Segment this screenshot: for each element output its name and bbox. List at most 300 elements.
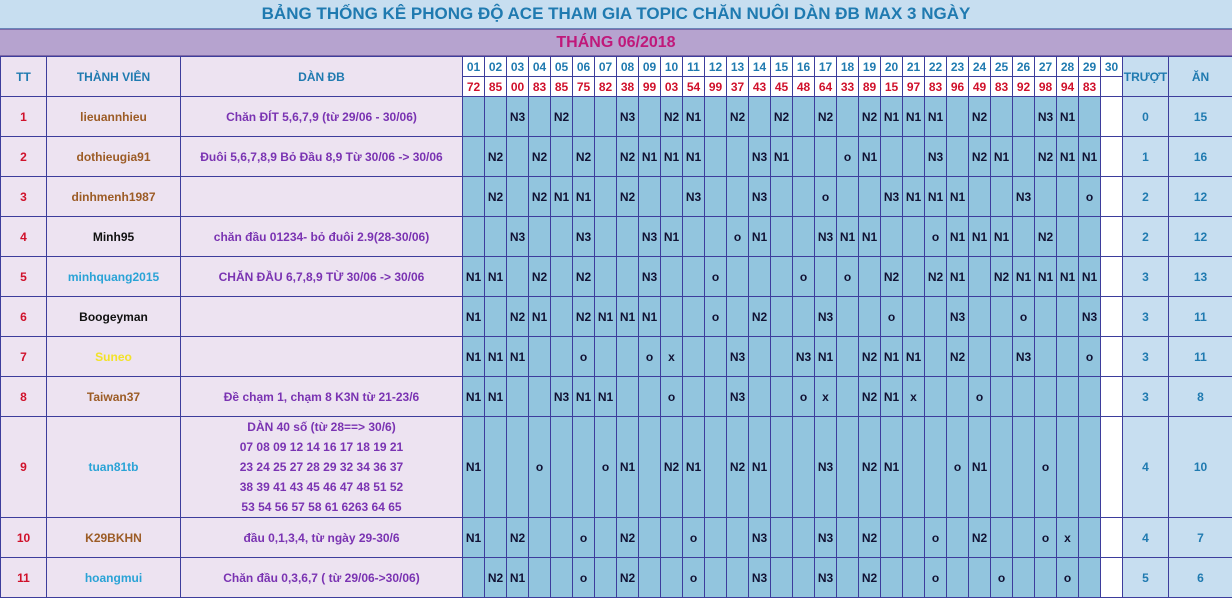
header-result-24: 49 xyxy=(969,77,991,97)
dan-description xyxy=(181,417,463,518)
day-mark-07: N1 xyxy=(595,297,617,337)
header-day-09: 09 xyxy=(639,57,661,77)
day-mark-17: N3 xyxy=(815,297,837,337)
header-day-18: 18 xyxy=(837,57,859,77)
day-mark-09: o xyxy=(639,337,661,377)
day-mark-11 xyxy=(683,377,705,417)
win-count: 12 xyxy=(1169,177,1232,217)
day-mark-20: N3 xyxy=(881,177,903,217)
day-mark-16 xyxy=(793,558,815,598)
day-mark-17: N1 xyxy=(815,337,837,377)
day-mark-25 xyxy=(991,518,1013,558)
day-mark-19 xyxy=(859,177,881,217)
header-day-26: 26 xyxy=(1013,57,1035,77)
day-mark-06 xyxy=(573,417,595,518)
day-mark-10 xyxy=(661,558,683,598)
day-mark-06: o xyxy=(573,558,595,598)
day-mark-28: x xyxy=(1057,518,1079,558)
day-mark-21 xyxy=(903,257,925,297)
day-mark-04: o xyxy=(529,417,551,518)
day-mark-14: N3 xyxy=(749,518,771,558)
member-name: Taiwan37 xyxy=(47,377,181,417)
row-index: 9 xyxy=(1,417,47,518)
table-row xyxy=(1,337,1232,377)
day-mark-13 xyxy=(727,257,749,297)
header-day-28: 28 xyxy=(1057,57,1079,77)
dan-line: chăn đầu 01234- bỏ đuôi 2.9(28-30/06) xyxy=(213,229,430,244)
day-mark-02 xyxy=(485,518,507,558)
miss-count: 5 xyxy=(1123,558,1169,598)
header-result-04: 83 xyxy=(529,77,551,97)
day-mark-20: N1 xyxy=(881,377,903,417)
day-mark-06: N1 xyxy=(573,377,595,417)
day-mark-15 xyxy=(771,417,793,518)
day-mark-24 xyxy=(969,297,991,337)
day-mark-06: N3 xyxy=(573,217,595,257)
dan-line: CHĂN ĐẦU 6,7,8,9 TỪ 30/06 -> 30/06 xyxy=(218,269,425,284)
day-mark-06: N2 xyxy=(573,137,595,177)
day-mark-30 xyxy=(1101,417,1123,518)
day-mark-29 xyxy=(1079,97,1101,137)
day-mark-06 xyxy=(573,97,595,137)
day-mark-18 xyxy=(837,518,859,558)
day-mark-07 xyxy=(595,257,617,297)
day-mark-07 xyxy=(595,337,617,377)
dan-line: 38 39 41 43 45 46 47 48 51 52 xyxy=(239,480,404,494)
day-mark-11 xyxy=(683,257,705,297)
day-mark-03 xyxy=(507,177,529,217)
day-mark-01 xyxy=(463,177,485,217)
header-result-18: 33 xyxy=(837,77,859,97)
day-mark-03: N2 xyxy=(507,297,529,337)
day-mark-21 xyxy=(903,217,925,257)
day-mark-12 xyxy=(705,177,727,217)
day-mark-16 xyxy=(793,417,815,518)
table-row xyxy=(1,177,1232,217)
day-mark-11: N1 xyxy=(683,137,705,177)
day-mark-24: N1 xyxy=(969,417,991,518)
header-dan: DÀN ĐB xyxy=(181,57,463,97)
day-mark-25 xyxy=(991,337,1013,377)
day-mark-18: N1 xyxy=(837,217,859,257)
day-mark-08 xyxy=(617,257,639,297)
day-mark-22: N1 xyxy=(925,177,947,217)
day-mark-26 xyxy=(1013,417,1035,518)
member-name: dinhmenh1987 xyxy=(47,177,181,217)
day-mark-07: N1 xyxy=(595,377,617,417)
member-name: minhquang2015 xyxy=(47,257,181,297)
day-mark-05 xyxy=(551,217,573,257)
member-name: Minh95 xyxy=(47,217,181,257)
table-row xyxy=(1,377,1232,417)
table-row xyxy=(1,137,1232,177)
day-mark-08: N1 xyxy=(617,297,639,337)
table-row xyxy=(1,417,1232,518)
day-mark-23 xyxy=(947,518,969,558)
day-mark-17: N3 xyxy=(815,518,837,558)
day-mark-29 xyxy=(1079,377,1101,417)
day-mark-05 xyxy=(551,337,573,377)
header-result-27: 98 xyxy=(1035,77,1057,97)
header-result-19: 89 xyxy=(859,77,881,97)
day-mark-29 xyxy=(1079,217,1101,257)
day-mark-20 xyxy=(881,558,903,598)
member-name: hoangmui xyxy=(47,558,181,598)
day-mark-20: N1 xyxy=(881,97,903,137)
day-mark-15 xyxy=(771,337,793,377)
day-mark-22: N2 xyxy=(925,257,947,297)
day-mark-28: o xyxy=(1057,558,1079,598)
day-mark-19: N1 xyxy=(859,137,881,177)
day-mark-20: N1 xyxy=(881,417,903,518)
day-mark-03 xyxy=(507,137,529,177)
member-name: dothieugia91 xyxy=(47,137,181,177)
day-mark-13: N2 xyxy=(727,97,749,137)
member-name: K29BKHN xyxy=(47,518,181,558)
day-mark-23: N1 xyxy=(947,257,969,297)
day-mark-05 xyxy=(551,417,573,518)
row-index: 5 xyxy=(1,257,47,297)
win-count: 15 xyxy=(1169,97,1232,137)
dan-description xyxy=(181,217,463,257)
header-result-29: 83 xyxy=(1079,77,1101,97)
header-day-05: 05 xyxy=(551,57,573,77)
day-mark-24: N1 xyxy=(969,217,991,257)
day-mark-07: o xyxy=(595,417,617,518)
row-index: 6 xyxy=(1,297,47,337)
day-mark-16 xyxy=(793,217,815,257)
header-day-21: 21 xyxy=(903,57,925,77)
day-mark-14: N1 xyxy=(749,217,771,257)
day-mark-27 xyxy=(1035,297,1057,337)
day-mark-22 xyxy=(925,377,947,417)
day-mark-13: N2 xyxy=(727,417,749,518)
day-mark-30 xyxy=(1101,377,1123,417)
header-day-13: 13 xyxy=(727,57,749,77)
header-result-22: 83 xyxy=(925,77,947,97)
win-count: 10 xyxy=(1169,417,1232,518)
day-mark-29: N1 xyxy=(1079,137,1101,177)
day-mark-01: N1 xyxy=(463,257,485,297)
sheet-title: BẢNG THỐNG KÊ PHONG ĐỘ ACE THAM GIA TOPIC CHĂN NUÔI DÀN ĐB MAX 3 NGÀY xyxy=(0,0,1232,29)
header-miss: TRƯỢT xyxy=(1123,57,1169,97)
day-mark-21: N1 xyxy=(903,97,925,137)
day-mark-14 xyxy=(749,337,771,377)
miss-count: 0 xyxy=(1123,97,1169,137)
day-mark-19: N2 xyxy=(859,97,881,137)
dan-line: 53 54 56 57 58 61 6263 64 65 xyxy=(241,500,402,514)
miss-count: 1 xyxy=(1123,137,1169,177)
day-mark-20: N2 xyxy=(881,257,903,297)
day-mark-24 xyxy=(969,177,991,217)
day-mark-14 xyxy=(749,97,771,137)
day-mark-10: N1 xyxy=(661,137,683,177)
header-result-06: 75 xyxy=(573,77,595,97)
dan-line: Đề chạm 1, chạm 8 K3N từ 21-23/6 xyxy=(223,389,420,404)
day-mark-25 xyxy=(991,417,1013,518)
header-result-30 xyxy=(1101,77,1123,97)
day-mark-10: N1 xyxy=(661,217,683,257)
day-mark-02: N1 xyxy=(485,337,507,377)
day-mark-15 xyxy=(771,518,793,558)
day-mark-12 xyxy=(705,217,727,257)
header-result-25: 83 xyxy=(991,77,1013,97)
day-mark-12: o xyxy=(705,257,727,297)
day-mark-18 xyxy=(837,97,859,137)
day-mark-22 xyxy=(925,417,947,518)
day-mark-01: N1 xyxy=(463,518,485,558)
day-mark-03 xyxy=(507,257,529,297)
day-mark-25 xyxy=(991,297,1013,337)
day-mark-07 xyxy=(595,558,617,598)
day-mark-30 xyxy=(1101,337,1123,377)
day-mark-26: N1 xyxy=(1013,257,1035,297)
day-mark-12: o xyxy=(705,297,727,337)
day-mark-26 xyxy=(1013,97,1035,137)
header-day-29: 29 xyxy=(1079,57,1101,77)
day-mark-21 xyxy=(903,137,925,177)
day-mark-15 xyxy=(771,257,793,297)
table-row xyxy=(1,97,1232,137)
win-count: 12 xyxy=(1169,217,1232,257)
row-index: 3 xyxy=(1,177,47,217)
dan-description xyxy=(181,177,463,217)
header-day-19: 19 xyxy=(859,57,881,77)
day-mark-26: N3 xyxy=(1013,177,1035,217)
day-mark-30 xyxy=(1101,558,1123,598)
header-result-13: 37 xyxy=(727,77,749,97)
day-mark-27 xyxy=(1035,177,1057,217)
day-mark-08: N3 xyxy=(617,97,639,137)
day-mark-02: N1 xyxy=(485,257,507,297)
day-mark-23: o xyxy=(947,417,969,518)
day-mark-30 xyxy=(1101,217,1123,257)
win-count: 11 xyxy=(1169,297,1232,337)
header-result-08: 38 xyxy=(617,77,639,97)
day-mark-25 xyxy=(991,177,1013,217)
row-index: 11 xyxy=(1,558,47,598)
header-day-01: 01 xyxy=(463,57,485,77)
day-mark-05 xyxy=(551,558,573,598)
day-mark-24: N2 xyxy=(969,518,991,558)
day-mark-15 xyxy=(771,297,793,337)
day-mark-27: o xyxy=(1035,518,1057,558)
day-mark-23 xyxy=(947,558,969,598)
day-mark-26 xyxy=(1013,518,1035,558)
day-mark-07 xyxy=(595,137,617,177)
day-mark-20 xyxy=(881,518,903,558)
day-mark-18: o xyxy=(837,257,859,297)
day-mark-17 xyxy=(815,137,837,177)
day-mark-23: N2 xyxy=(947,337,969,377)
row-index: 7 xyxy=(1,337,47,377)
day-mark-05 xyxy=(551,137,573,177)
day-mark-11: N1 xyxy=(683,417,705,518)
dan-description xyxy=(181,337,463,377)
header-result-10: 03 xyxy=(661,77,683,97)
day-mark-24: o xyxy=(969,377,991,417)
day-mark-20: o xyxy=(881,297,903,337)
day-mark-28 xyxy=(1057,377,1079,417)
day-mark-02: N1 xyxy=(485,377,507,417)
day-mark-17 xyxy=(815,257,837,297)
day-mark-16 xyxy=(793,177,815,217)
day-mark-07 xyxy=(595,217,617,257)
day-mark-29 xyxy=(1079,558,1101,598)
win-count: 8 xyxy=(1169,377,1232,417)
day-mark-06: N2 xyxy=(573,257,595,297)
day-mark-16: o xyxy=(793,257,815,297)
row-index: 1 xyxy=(1,97,47,137)
day-mark-18 xyxy=(837,417,859,518)
member-name: Suneo xyxy=(47,337,181,377)
day-mark-04: N2 xyxy=(529,177,551,217)
day-mark-17: N3 xyxy=(815,417,837,518)
header-day-10: 10 xyxy=(661,57,683,77)
day-mark-09 xyxy=(639,417,661,518)
day-mark-12 xyxy=(705,558,727,598)
day-mark-04: N2 xyxy=(529,257,551,297)
day-mark-29: o xyxy=(1079,337,1101,377)
day-mark-18 xyxy=(837,337,859,377)
day-mark-09: N1 xyxy=(639,137,661,177)
day-mark-30 xyxy=(1101,137,1123,177)
day-mark-29: N3 xyxy=(1079,297,1101,337)
day-mark-03: N2 xyxy=(507,518,529,558)
day-mark-11 xyxy=(683,337,705,377)
day-mark-03 xyxy=(507,377,529,417)
day-mark-25: N1 xyxy=(991,137,1013,177)
day-mark-06: N2 xyxy=(573,297,595,337)
day-mark-24 xyxy=(969,337,991,377)
day-mark-29: o xyxy=(1079,177,1101,217)
day-mark-01: N1 xyxy=(463,337,485,377)
day-mark-04 xyxy=(529,377,551,417)
header-day-08: 08 xyxy=(617,57,639,77)
day-mark-29 xyxy=(1079,518,1101,558)
day-mark-02 xyxy=(485,217,507,257)
day-mark-09 xyxy=(639,177,661,217)
day-mark-11: o xyxy=(683,558,705,598)
day-mark-10 xyxy=(661,257,683,297)
day-mark-30 xyxy=(1101,97,1123,137)
dan-line: 23 24 25 27 28 29 32 34 36 37 xyxy=(239,460,404,474)
day-mark-23: N1 xyxy=(947,177,969,217)
day-mark-08: N2 xyxy=(617,558,639,598)
header-result-12: 99 xyxy=(705,77,727,97)
row-index: 4 xyxy=(1,217,47,257)
day-mark-04 xyxy=(529,518,551,558)
day-mark-12 xyxy=(705,417,727,518)
header-result-15: 45 xyxy=(771,77,793,97)
header-day-07: 07 xyxy=(595,57,617,77)
header-result-21: 97 xyxy=(903,77,925,97)
day-mark-30 xyxy=(1101,297,1123,337)
header-day-12: 12 xyxy=(705,57,727,77)
day-mark-19: N2 xyxy=(859,558,881,598)
day-mark-22 xyxy=(925,297,947,337)
header-day-11: 11 xyxy=(683,57,705,77)
day-mark-15: N1 xyxy=(771,137,793,177)
day-mark-17: o xyxy=(815,177,837,217)
header-result-20: 15 xyxy=(881,77,903,97)
header-result-07: 82 xyxy=(595,77,617,97)
day-mark-05: N1 xyxy=(551,177,573,217)
header-day-row xyxy=(1,57,1232,77)
day-mark-24: N2 xyxy=(969,97,991,137)
header-day-23: 23 xyxy=(947,57,969,77)
dan-line: đầu 0,1,3,4, từ ngày 29-30/6 xyxy=(243,530,400,545)
day-mark-13 xyxy=(727,558,749,598)
day-mark-01 xyxy=(463,137,485,177)
day-mark-04 xyxy=(529,217,551,257)
day-mark-09 xyxy=(639,97,661,137)
day-mark-22: N1 xyxy=(925,97,947,137)
day-mark-04: N2 xyxy=(529,137,551,177)
day-mark-12 xyxy=(705,337,727,377)
day-mark-19 xyxy=(859,297,881,337)
day-mark-13: N3 xyxy=(727,337,749,377)
day-mark-21 xyxy=(903,417,925,518)
day-mark-04: N1 xyxy=(529,297,551,337)
day-mark-14 xyxy=(749,377,771,417)
header-result-01: 72 xyxy=(463,77,485,97)
day-mark-26 xyxy=(1013,217,1035,257)
day-mark-20: N1 xyxy=(881,337,903,377)
row-index: 8 xyxy=(1,377,47,417)
day-mark-12 xyxy=(705,97,727,137)
day-mark-16 xyxy=(793,518,815,558)
win-count: 11 xyxy=(1169,337,1232,377)
day-mark-17: N3 xyxy=(815,558,837,598)
day-mark-28: N1 xyxy=(1057,97,1079,137)
day-mark-04 xyxy=(529,558,551,598)
dan-description xyxy=(181,377,463,417)
month-subtitle: THÁNG 06/2018 xyxy=(0,29,1232,56)
table-row xyxy=(1,257,1232,297)
day-mark-08: N1 xyxy=(617,417,639,518)
day-mark-21 xyxy=(903,558,925,598)
dan-description xyxy=(181,257,463,297)
day-mark-23 xyxy=(947,377,969,417)
day-mark-25: N1 xyxy=(991,217,1013,257)
header-day-14: 14 xyxy=(749,57,771,77)
day-mark-07 xyxy=(595,97,617,137)
day-mark-22: o xyxy=(925,518,947,558)
member-name: lieuannhieu xyxy=(47,97,181,137)
header-result-11: 54 xyxy=(683,77,705,97)
day-mark-16 xyxy=(793,297,815,337)
miss-count: 3 xyxy=(1123,257,1169,297)
day-mark-25: o xyxy=(991,558,1013,598)
miss-count: 3 xyxy=(1123,297,1169,337)
day-mark-28 xyxy=(1057,417,1079,518)
stats-table xyxy=(0,56,1232,598)
day-mark-22: o xyxy=(925,558,947,598)
header-result-02: 85 xyxy=(485,77,507,97)
dan-line: Đuôi 5,6,7,8,9 Bỏ Đầu 8,9 Từ 30/06 -> 30/06 xyxy=(200,149,443,164)
day-mark-08: N2 xyxy=(617,518,639,558)
dan-line: DÀN 40 số (từ 28==> 30/6) xyxy=(247,420,396,434)
day-mark-22: o xyxy=(925,217,947,257)
day-mark-10: N2 xyxy=(661,97,683,137)
member-name: tuan81tb xyxy=(47,417,181,518)
day-mark-27 xyxy=(1035,377,1057,417)
miss-count: 2 xyxy=(1123,177,1169,217)
header-result-09: 99 xyxy=(639,77,661,97)
day-mark-10: o xyxy=(661,377,683,417)
day-mark-05 xyxy=(551,518,573,558)
